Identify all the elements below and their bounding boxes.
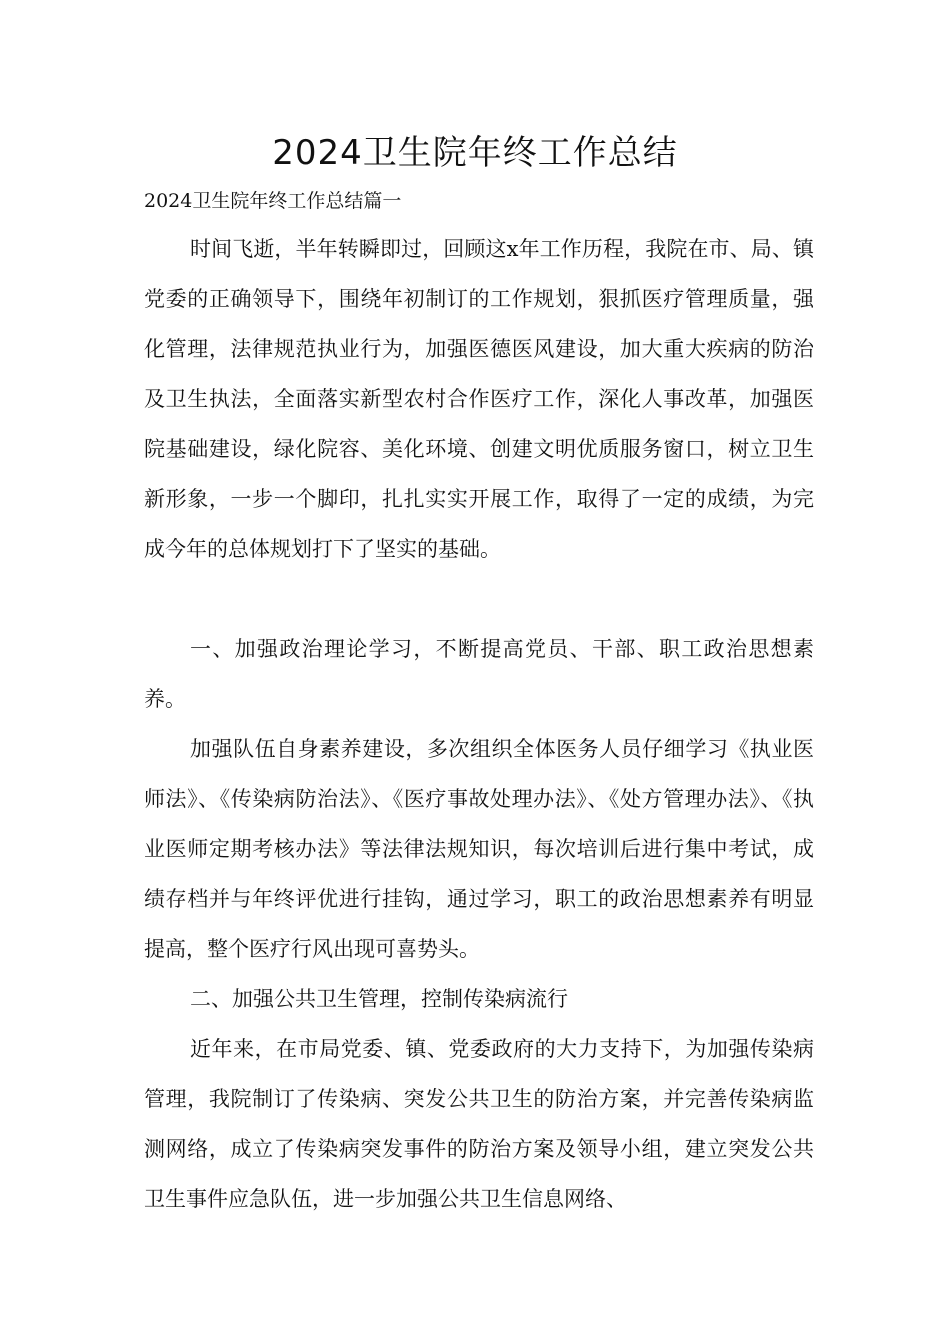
section-heading-2: 二、加强公共卫生管理，控制传染病流行 — [190, 987, 568, 1011]
paragraph-section-2: 近年来，在市局党委、镇、党委政府的大力支持下，为加强传染病管理，我院制订了传染病、突发公共卫生的防治方案，并完善传染病监测网络，成立了传染病突发事件的防治方案及领导小组，建立突发公共卫生事件应急队伍，进一步加强公共卫生信息网络、 — [144, 1037, 814, 1211]
document-title: 2024卫生院年终工作总结 — [272, 133, 678, 173]
paragraph-section-1: 加强队伍自身素养建设，多次组织全体医务人员仔细学习《执业医师法》、《传染病防治法》、《医疗事故处理办法》、《处方管理办法》、《执业医师定期考核办法》等法律法规知识，每次培训后进行集中考试，成绩存档并与年终评优进行挂钩，通过学习，职工的政治思想素养有明显提高，整个医疗行风出现可喜势头。 — [144, 737, 814, 961]
document-subtitle: 2024卫生院年终工作总结篇一 — [144, 190, 402, 212]
section-heading-1: 一、加强政治理论学习，不断提高党员、干部、职工政治思想素养。 — [144, 637, 814, 711]
paragraph-intro: 时间飞逝，半年转瞬即过，回顾这x年工作历程，我院在市、局、镇党委的正确领导下，围绕年初制订的工作规划，狠抓医疗管理质量，强化管理，法律规范执业行为，加强医德医风建设，加大重大疾病的防治及卫生执法，全面落实新型农村合作医疗工作，深化人事改革，加强医院基础建设，绿化院容、美化环境、创建文明优质服务窗口，树立卫生新形象，一步一个脚印，扎扎实实开展工作，取得了一定的成绩，为完成今年的总体规划打下了坚实的基础。 — [144, 237, 814, 561]
